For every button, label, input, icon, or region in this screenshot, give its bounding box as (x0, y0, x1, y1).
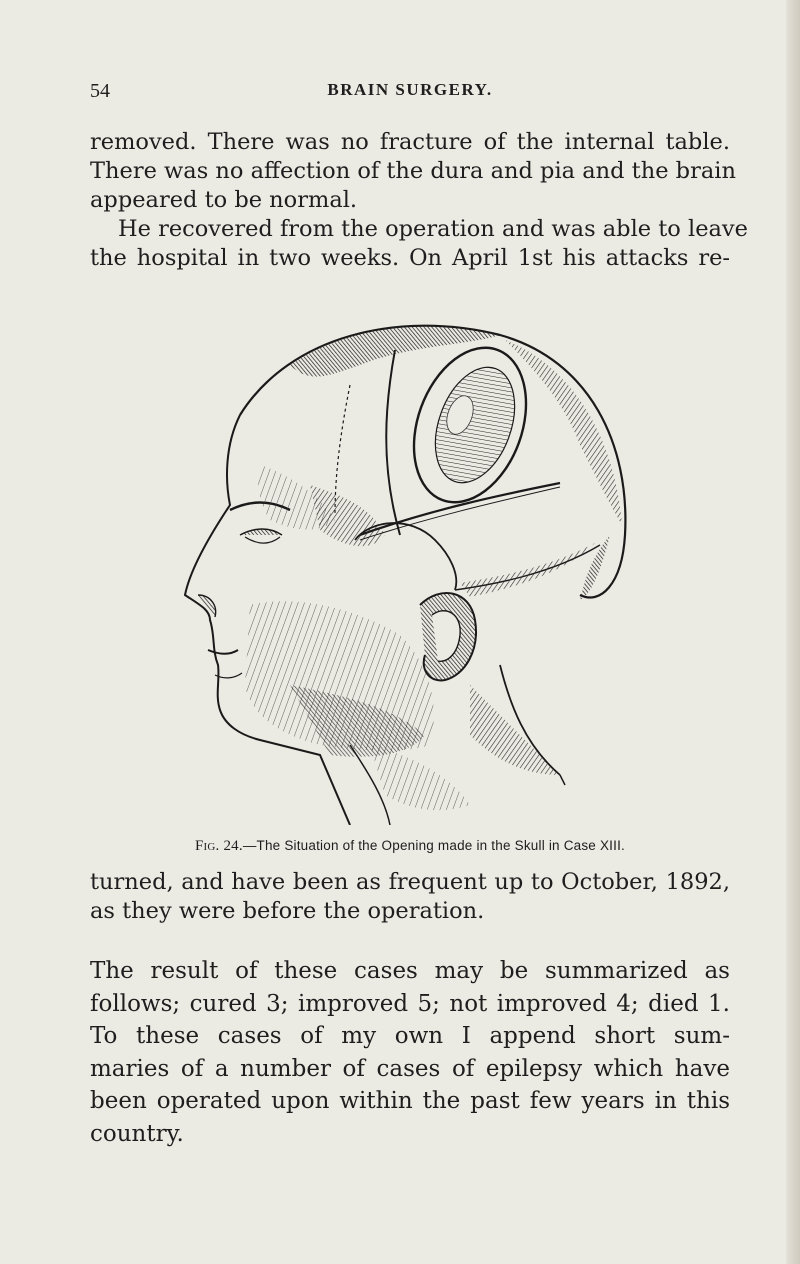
text-line: To these cases of my own I append short sum- (90, 1023, 730, 1049)
page-edge (786, 0, 800, 1264)
text-line: He recovered from the operation and was able to leave (118, 216, 748, 242)
text-line: turned, and have been as frequent up to October, 1892, (90, 869, 730, 895)
text-line: maries of a number of cases of epilepsy which have (90, 1055, 730, 1082)
text-line: been operated upon within the past few years in this (90, 1088, 730, 1114)
head-engraving-figure (170, 305, 640, 825)
text-line: The result of these cases may be summarized as (90, 958, 730, 984)
text-line: removed. There was no fracture of the internal table. (90, 129, 730, 155)
running-head (90, 80, 730, 108)
figure-label: Fig. 24. (195, 838, 243, 854)
text-line: appeared to be normal. (90, 187, 358, 213)
body-text-bottom (90, 955, 730, 1150)
body-text-middle (90, 868, 730, 926)
page-number: 54 (90, 80, 110, 102)
text-line: country. (90, 1120, 184, 1147)
text-line: as they were before the operation. (90, 898, 485, 924)
text-line: follows; cured 3; improved 5; not improved 4; died 1. (90, 990, 730, 1017)
figure-caption-text: —The Situation of the Opening made in the Skull in Case XIII. (242, 838, 625, 853)
text-line: the hospital in two weeks. On April 1st his attacks re- (90, 245, 730, 271)
figure-caption (90, 838, 730, 855)
running-title: BRAIN SURGERY. (327, 80, 493, 99)
body-text-top (90, 128, 748, 273)
text-line: There was no affection of the dura and pia and the brain (90, 158, 736, 184)
